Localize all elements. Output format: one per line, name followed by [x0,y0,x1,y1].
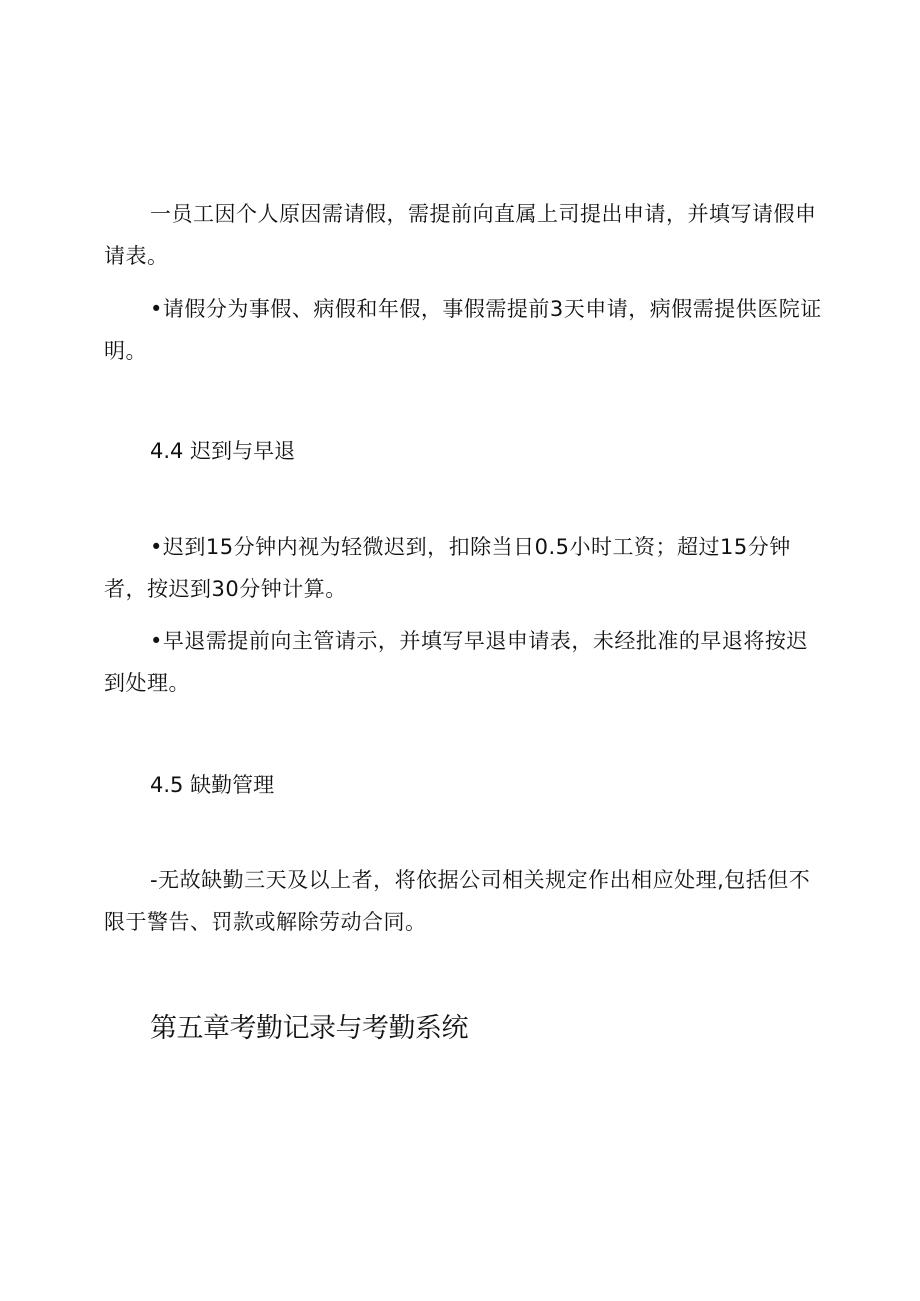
paragraph-absence-rule: -无故缺勤三天及以上者，将依据公司相关规定作出相应处理,包括但不限于警告、罚款或解除劳动合同。 [104,868,811,934]
paragraph-late-rule: •迟到15分钟内视为轻微迟到，扣除当日0.5小时工资；超过15分钟者，按迟到30分钟计算。 [104,535,791,601]
section-heading-absence: 4.5 缺勤管理 [150,773,275,797]
paragraph-early-leave-rule: •早退需提前向主管请示，并填写早退申请表，未经批准的早退将按迟到处理。 [104,629,808,695]
section-heading-late-early: 4.4 迟到与早退 [150,439,296,463]
paragraph-leave-types: •请假分为事假、病假和年假，事假需提前3天申请，病假需提供医院证明。 [104,297,822,363]
paragraph-leave-request: 一员工因个人原因需请假，需提前向直属上司提出申请，并填写请假申请表。 [104,202,817,268]
chapter-title: 第五章考勤记录与考勤系统 [150,1013,468,1044]
